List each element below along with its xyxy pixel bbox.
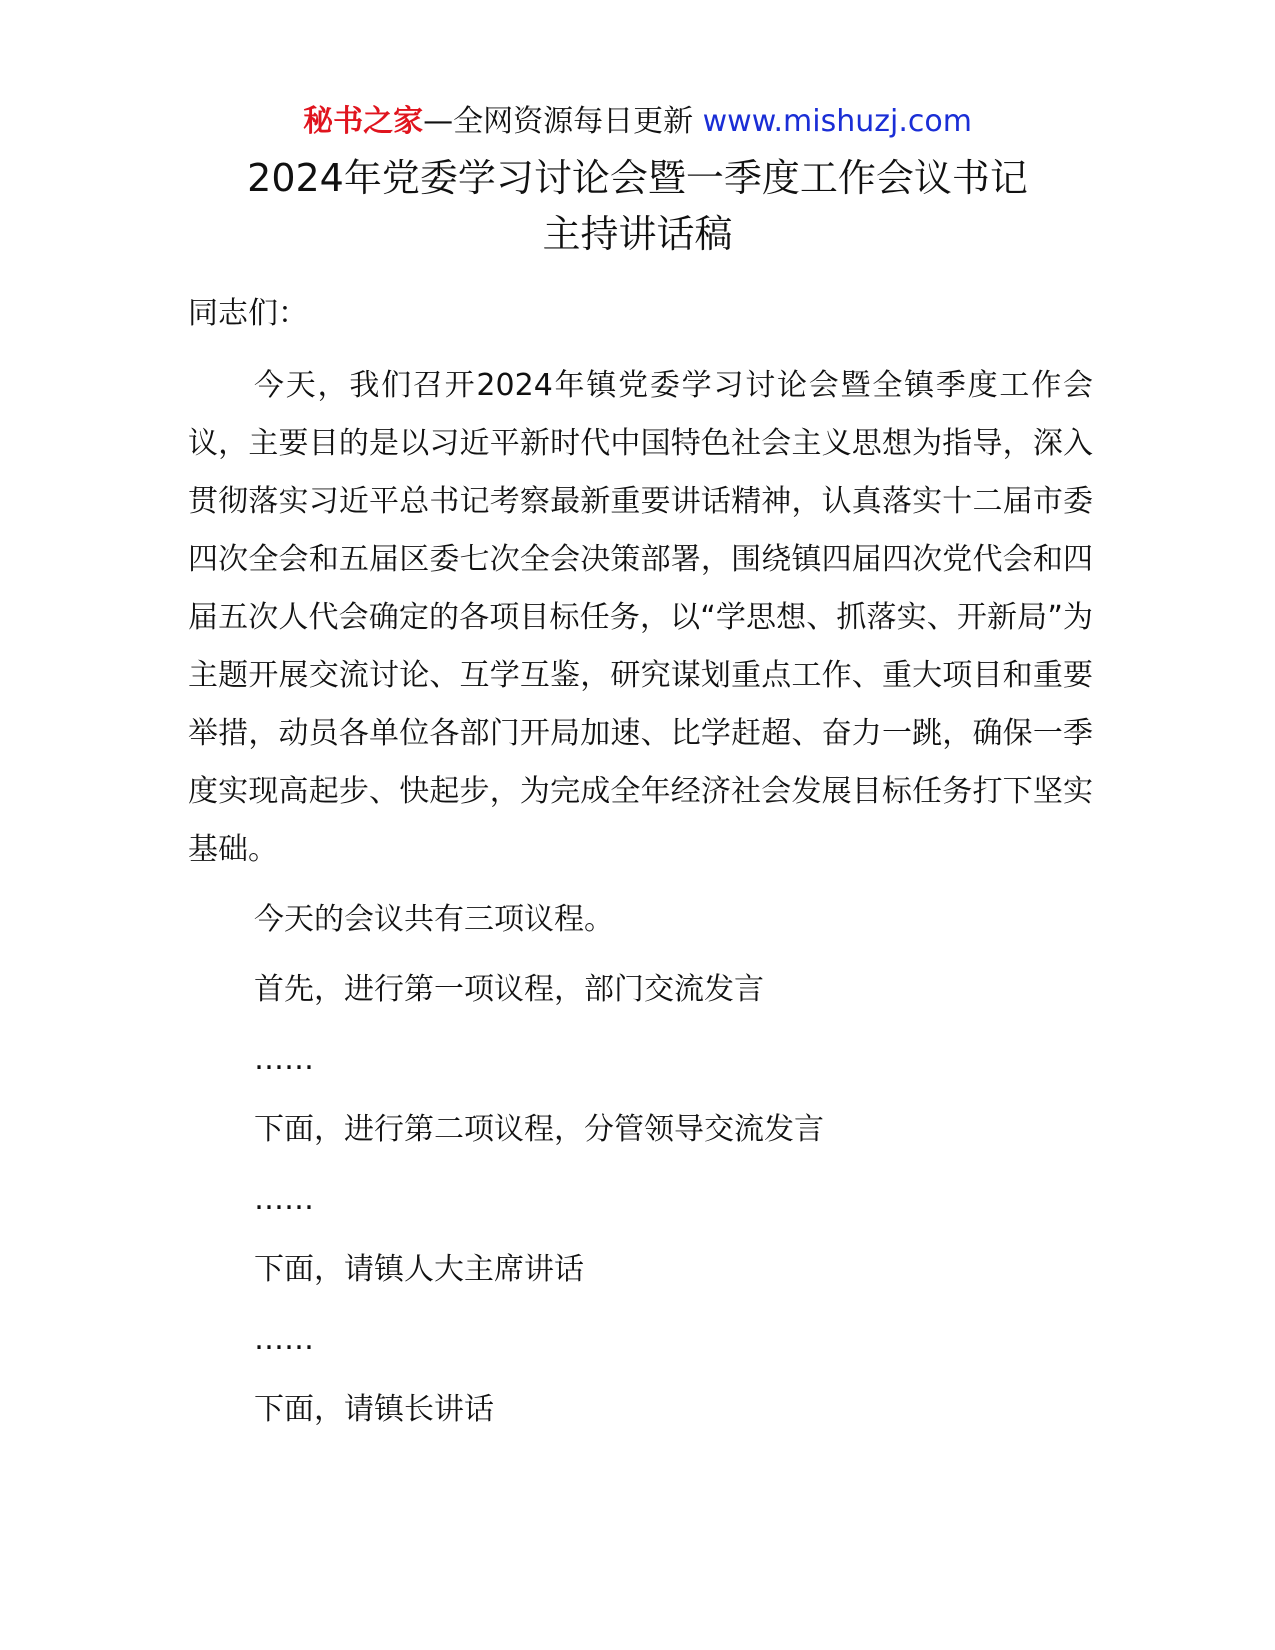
title-line-1: 2024年党委学习讨论会暨一季度工作会议书记	[247, 156, 1028, 200]
site-header	[0, 100, 1275, 144]
brand-name: 秘书之家	[303, 104, 424, 139]
agenda-item-3: 下面，请镇人大主席讲话	[254, 1252, 584, 1287]
ellipsis-1: ……	[254, 1042, 314, 1077]
ellipsis-3: ……	[254, 1322, 314, 1357]
agenda-item-4: 下面，请镇长讲话	[254, 1392, 494, 1427]
opening-paragraph: 今天，我们召开2024年镇党委学习讨论会暨全镇季度工作会议，主要目的是以习近平新时代中国特色社会主义思想为指导，深入贯彻落实习近平总书记考察最新重要讲话精神，认真落实十二届市委四次全会和五届区委七次全会决策部署，围绕镇四届四次党代会和四届五次人代会确定的各项目标任务，以“学思想、抓落实、开新局”为主题开展交流讨论、互学互鉴，研究谋划重点工作、重大项目和重要举措，动员各单位各部门开局加速、比学赶超、奋力一跳，确保一季度实现高起步、快起步，为完成全年经济社会发展目标任务打下坚实基础。	[188, 368, 1093, 867]
ellipsis-2: ……	[254, 1182, 314, 1217]
document-body	[188, 285, 1093, 1439]
agenda-item-2: 下面，进行第二项议程，分管领导交流发言	[254, 1112, 824, 1147]
document-title	[170, 150, 1105, 262]
title-line-2: 主持讲话稿	[542, 212, 733, 256]
header-tagline: —全网资源每日更新	[423, 104, 694, 139]
agenda-item-1: 首先，进行第一项议程，部门交流发言	[254, 972, 764, 1007]
site-url-link[interactable]: www.mishuzj.com	[702, 104, 972, 139]
salutation: 同志们：	[188, 296, 308, 331]
agenda-intro: 今天的会议共有三项议程。	[254, 902, 614, 937]
